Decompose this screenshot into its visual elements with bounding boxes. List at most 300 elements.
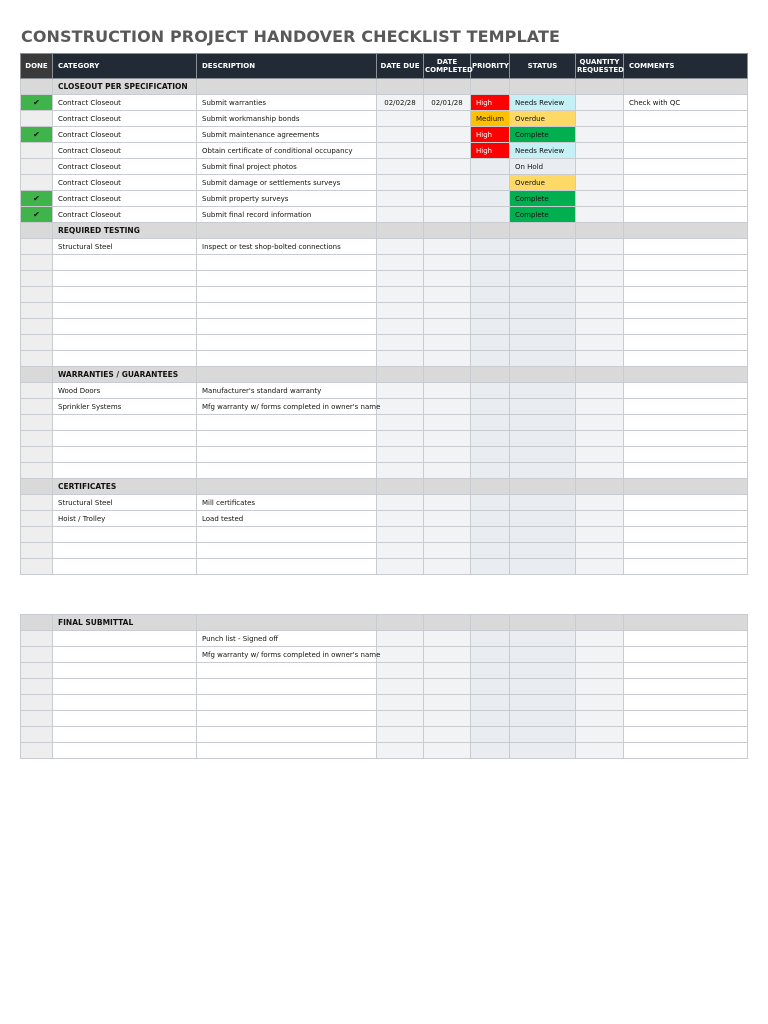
status-cell[interactable] bbox=[510, 527, 576, 543]
date-completed-cell[interactable] bbox=[424, 271, 471, 287]
priority-cell[interactable] bbox=[471, 463, 510, 479]
status-cell[interactable] bbox=[510, 303, 576, 319]
priority-cell[interactable]: Medium bbox=[471, 111, 510, 127]
quantity-requested-cell[interactable] bbox=[576, 239, 624, 255]
comments-cell[interactable] bbox=[624, 143, 748, 159]
date-due-cell[interactable] bbox=[377, 447, 424, 463]
priority-cell[interactable] bbox=[471, 631, 510, 647]
date-due-cell[interactable] bbox=[377, 495, 424, 511]
status-cell[interactable] bbox=[510, 463, 576, 479]
date-completed-cell[interactable]: 02/01/28 bbox=[424, 95, 471, 111]
done-checkbox[interactable] bbox=[21, 447, 53, 463]
date-completed-cell[interactable] bbox=[424, 431, 471, 447]
status-cell[interactable]: Overdue bbox=[510, 111, 576, 127]
date-due-cell[interactable] bbox=[377, 415, 424, 431]
category-cell[interactable] bbox=[53, 711, 197, 727]
description-cell[interactable] bbox=[197, 463, 377, 479]
status-cell[interactable]: On Hold bbox=[510, 159, 576, 175]
quantity-requested-cell[interactable] bbox=[576, 159, 624, 175]
priority-cell[interactable] bbox=[471, 559, 510, 575]
status-cell[interactable] bbox=[510, 543, 576, 559]
priority-cell[interactable] bbox=[471, 527, 510, 543]
date-completed-cell[interactable] bbox=[424, 159, 471, 175]
date-due-cell[interactable] bbox=[377, 319, 424, 335]
done-checkbox[interactable] bbox=[21, 399, 53, 415]
category-cell[interactable] bbox=[53, 351, 197, 367]
priority-cell[interactable] bbox=[471, 255, 510, 271]
status-cell[interactable] bbox=[510, 727, 576, 743]
comments-cell[interactable] bbox=[624, 127, 748, 143]
date-completed-cell[interactable] bbox=[424, 631, 471, 647]
description-cell[interactable] bbox=[197, 415, 377, 431]
date-due-cell[interactable] bbox=[377, 711, 424, 727]
date-due-cell[interactable] bbox=[377, 143, 424, 159]
description-cell[interactable]: Submit maintenance agreements bbox=[197, 127, 377, 143]
priority-cell[interactable] bbox=[471, 511, 510, 527]
quantity-requested-cell[interactable] bbox=[576, 271, 624, 287]
date-completed-cell[interactable] bbox=[424, 711, 471, 727]
status-cell[interactable]: Complete bbox=[510, 207, 576, 223]
priority-cell[interactable] bbox=[471, 415, 510, 431]
comments-cell[interactable] bbox=[624, 207, 748, 223]
description-cell[interactable]: Punch list - Signed off bbox=[197, 631, 377, 647]
date-due-cell[interactable] bbox=[377, 543, 424, 559]
comments-cell[interactable] bbox=[624, 239, 748, 255]
quantity-requested-cell[interactable] bbox=[576, 559, 624, 575]
done-checkbox[interactable] bbox=[21, 111, 53, 127]
quantity-requested-cell[interactable] bbox=[576, 743, 624, 759]
date-completed-cell[interactable] bbox=[424, 511, 471, 527]
description-cell[interactable] bbox=[197, 255, 377, 271]
category-cell[interactable]: Contract Closeout bbox=[53, 159, 197, 175]
comments-cell[interactable] bbox=[624, 431, 748, 447]
status-cell[interactable] bbox=[510, 287, 576, 303]
quantity-requested-cell[interactable] bbox=[576, 543, 624, 559]
category-cell[interactable]: Contract Closeout bbox=[53, 143, 197, 159]
priority-cell[interactable] bbox=[471, 175, 510, 191]
done-checkbox[interactable] bbox=[21, 711, 53, 727]
status-cell[interactable]: Complete bbox=[510, 191, 576, 207]
done-checkbox[interactable] bbox=[21, 271, 53, 287]
description-cell[interactable]: Mfg warranty w/ forms completed in owner's name bbox=[197, 399, 377, 415]
category-cell[interactable] bbox=[53, 319, 197, 335]
description-cell[interactable] bbox=[197, 663, 377, 679]
category-cell[interactable] bbox=[53, 415, 197, 431]
priority-cell[interactable] bbox=[471, 711, 510, 727]
priority-cell[interactable] bbox=[471, 271, 510, 287]
comments-cell[interactable] bbox=[624, 463, 748, 479]
category-cell[interactable] bbox=[53, 463, 197, 479]
date-due-cell[interactable]: 02/02/28 bbox=[377, 95, 424, 111]
description-cell[interactable] bbox=[197, 743, 377, 759]
date-due-cell[interactable] bbox=[377, 695, 424, 711]
date-due-cell[interactable] bbox=[377, 559, 424, 575]
done-checkbox[interactable] bbox=[21, 559, 53, 575]
date-completed-cell[interactable] bbox=[424, 127, 471, 143]
category-cell[interactable] bbox=[53, 303, 197, 319]
quantity-requested-cell[interactable] bbox=[576, 207, 624, 223]
date-due-cell[interactable] bbox=[377, 303, 424, 319]
priority-cell[interactable] bbox=[471, 447, 510, 463]
date-completed-cell[interactable] bbox=[424, 287, 471, 303]
date-due-cell[interactable] bbox=[377, 127, 424, 143]
category-cell[interactable]: Contract Closeout bbox=[53, 111, 197, 127]
date-completed-cell[interactable] bbox=[424, 695, 471, 711]
status-cell[interactable] bbox=[510, 271, 576, 287]
done-checkbox[interactable] bbox=[21, 543, 53, 559]
quantity-requested-cell[interactable] bbox=[576, 143, 624, 159]
priority-cell[interactable] bbox=[471, 239, 510, 255]
date-completed-cell[interactable] bbox=[424, 175, 471, 191]
status-cell[interactable] bbox=[510, 319, 576, 335]
description-cell[interactable]: Submit final record information bbox=[197, 207, 377, 223]
comments-cell[interactable] bbox=[624, 727, 748, 743]
quantity-requested-cell[interactable] bbox=[576, 447, 624, 463]
date-completed-cell[interactable] bbox=[424, 255, 471, 271]
status-cell[interactable]: Needs Review bbox=[510, 95, 576, 111]
comments-cell[interactable] bbox=[624, 271, 748, 287]
comments-cell[interactable] bbox=[624, 335, 748, 351]
description-cell[interactable]: Mfg warranty w/ forms completed in owner's name bbox=[197, 647, 377, 663]
done-checkbox[interactable] bbox=[21, 495, 53, 511]
description-cell[interactable] bbox=[197, 727, 377, 743]
quantity-requested-cell[interactable] bbox=[576, 255, 624, 271]
status-cell[interactable]: Complete bbox=[510, 127, 576, 143]
priority-cell[interactable] bbox=[471, 543, 510, 559]
priority-cell[interactable] bbox=[471, 207, 510, 223]
quantity-requested-cell[interactable] bbox=[576, 647, 624, 663]
done-checkbox[interactable] bbox=[21, 647, 53, 663]
status-cell[interactable] bbox=[510, 663, 576, 679]
done-checkbox[interactable] bbox=[21, 431, 53, 447]
quantity-requested-cell[interactable] bbox=[576, 631, 624, 647]
date-completed-cell[interactable] bbox=[424, 647, 471, 663]
category-cell[interactable] bbox=[53, 695, 197, 711]
comments-cell[interactable] bbox=[624, 255, 748, 271]
date-completed-cell[interactable] bbox=[424, 543, 471, 559]
date-due-cell[interactable] bbox=[377, 351, 424, 367]
date-completed-cell[interactable] bbox=[424, 415, 471, 431]
date-due-cell[interactable] bbox=[377, 631, 424, 647]
comments-cell[interactable] bbox=[624, 743, 748, 759]
comments-cell[interactable] bbox=[624, 319, 748, 335]
priority-cell[interactable] bbox=[471, 383, 510, 399]
date-completed-cell[interactable] bbox=[424, 399, 471, 415]
date-completed-cell[interactable] bbox=[424, 559, 471, 575]
date-completed-cell[interactable] bbox=[424, 191, 471, 207]
comments-cell[interactable] bbox=[624, 287, 748, 303]
date-due-cell[interactable] bbox=[377, 207, 424, 223]
category-cell[interactable] bbox=[53, 527, 197, 543]
quantity-requested-cell[interactable] bbox=[576, 663, 624, 679]
done-checkbox[interactable] bbox=[21, 415, 53, 431]
category-cell[interactable] bbox=[53, 335, 197, 351]
category-cell[interactable] bbox=[53, 287, 197, 303]
category-cell[interactable] bbox=[53, 631, 197, 647]
done-checkbox[interactable] bbox=[21, 351, 53, 367]
description-cell[interactable]: Submit property surveys bbox=[197, 191, 377, 207]
comments-cell[interactable] bbox=[624, 695, 748, 711]
date-due-cell[interactable] bbox=[377, 287, 424, 303]
quantity-requested-cell[interactable] bbox=[576, 527, 624, 543]
status-cell[interactable]: Overdue bbox=[510, 175, 576, 191]
date-completed-cell[interactable] bbox=[424, 319, 471, 335]
description-cell[interactable] bbox=[197, 711, 377, 727]
category-cell[interactable]: Contract Closeout bbox=[53, 95, 197, 111]
quantity-requested-cell[interactable] bbox=[576, 511, 624, 527]
category-cell[interactable]: Structural Steel bbox=[53, 495, 197, 511]
date-due-cell[interactable] bbox=[377, 463, 424, 479]
category-cell[interactable] bbox=[53, 647, 197, 663]
date-due-cell[interactable] bbox=[377, 399, 424, 415]
comments-cell[interactable] bbox=[624, 711, 748, 727]
quantity-requested-cell[interactable] bbox=[576, 383, 624, 399]
description-cell[interactable] bbox=[197, 431, 377, 447]
category-cell[interactable] bbox=[53, 271, 197, 287]
date-completed-cell[interactable] bbox=[424, 527, 471, 543]
date-completed-cell[interactable] bbox=[424, 679, 471, 695]
date-due-cell[interactable] bbox=[377, 239, 424, 255]
description-cell[interactable]: Inspect or test shop-bolted connections bbox=[197, 239, 377, 255]
comments-cell[interactable] bbox=[624, 303, 748, 319]
category-cell[interactable]: Contract Closeout bbox=[53, 127, 197, 143]
done-checkbox[interactable]: ✔ bbox=[21, 207, 53, 223]
date-due-cell[interactable] bbox=[377, 511, 424, 527]
description-cell[interactable] bbox=[197, 351, 377, 367]
status-cell[interactable] bbox=[510, 383, 576, 399]
comments-cell[interactable] bbox=[624, 447, 748, 463]
date-due-cell[interactable] bbox=[377, 271, 424, 287]
status-cell[interactable] bbox=[510, 447, 576, 463]
comments-cell[interactable] bbox=[624, 543, 748, 559]
done-checkbox[interactable] bbox=[21, 239, 53, 255]
comments-cell[interactable] bbox=[624, 631, 748, 647]
comments-cell[interactable] bbox=[624, 159, 748, 175]
comments-cell[interactable] bbox=[624, 511, 748, 527]
done-checkbox[interactable] bbox=[21, 663, 53, 679]
category-cell[interactable] bbox=[53, 559, 197, 575]
status-cell[interactable] bbox=[510, 255, 576, 271]
priority-cell[interactable] bbox=[471, 303, 510, 319]
category-cell[interactable]: Contract Closeout bbox=[53, 191, 197, 207]
status-cell[interactable] bbox=[510, 679, 576, 695]
comments-cell[interactable] bbox=[624, 559, 748, 575]
quantity-requested-cell[interactable] bbox=[576, 95, 624, 111]
date-due-cell[interactable] bbox=[377, 431, 424, 447]
priority-cell[interactable] bbox=[471, 335, 510, 351]
priority-cell[interactable] bbox=[471, 319, 510, 335]
date-completed-cell[interactable] bbox=[424, 239, 471, 255]
date-completed-cell[interactable] bbox=[424, 111, 471, 127]
comments-cell[interactable] bbox=[624, 191, 748, 207]
status-cell[interactable] bbox=[510, 647, 576, 663]
priority-cell[interactable] bbox=[471, 679, 510, 695]
date-due-cell[interactable] bbox=[377, 335, 424, 351]
description-cell[interactable]: Submit damage or settlements surveys bbox=[197, 175, 377, 191]
description-cell[interactable] bbox=[197, 303, 377, 319]
quantity-requested-cell[interactable] bbox=[576, 415, 624, 431]
description-cell[interactable]: Load tested bbox=[197, 511, 377, 527]
date-due-cell[interactable] bbox=[377, 527, 424, 543]
status-cell[interactable]: Needs Review bbox=[510, 143, 576, 159]
status-cell[interactable] bbox=[510, 559, 576, 575]
comments-cell[interactable] bbox=[624, 495, 748, 511]
quantity-requested-cell[interactable] bbox=[576, 287, 624, 303]
quantity-requested-cell[interactable] bbox=[576, 175, 624, 191]
category-cell[interactable] bbox=[53, 543, 197, 559]
priority-cell[interactable] bbox=[471, 727, 510, 743]
done-checkbox[interactable] bbox=[21, 287, 53, 303]
quantity-requested-cell[interactable] bbox=[576, 191, 624, 207]
date-completed-cell[interactable] bbox=[424, 207, 471, 223]
status-cell[interactable] bbox=[510, 743, 576, 759]
status-cell[interactable] bbox=[510, 495, 576, 511]
quantity-requested-cell[interactable] bbox=[576, 727, 624, 743]
date-due-cell[interactable] bbox=[377, 727, 424, 743]
done-checkbox[interactable] bbox=[21, 679, 53, 695]
done-checkbox[interactable] bbox=[21, 727, 53, 743]
status-cell[interactable] bbox=[510, 631, 576, 647]
priority-cell[interactable] bbox=[471, 495, 510, 511]
date-due-cell[interactable] bbox=[377, 647, 424, 663]
quantity-requested-cell[interactable] bbox=[576, 695, 624, 711]
category-cell[interactable]: Contract Closeout bbox=[53, 207, 197, 223]
category-cell[interactable]: Hoist / Trolley bbox=[53, 511, 197, 527]
date-completed-cell[interactable] bbox=[424, 351, 471, 367]
date-completed-cell[interactable] bbox=[424, 463, 471, 479]
done-checkbox[interactable] bbox=[21, 175, 53, 191]
category-cell[interactable] bbox=[53, 447, 197, 463]
category-cell[interactable] bbox=[53, 663, 197, 679]
quantity-requested-cell[interactable] bbox=[576, 431, 624, 447]
description-cell[interactable] bbox=[197, 695, 377, 711]
status-cell[interactable] bbox=[510, 239, 576, 255]
priority-cell[interactable] bbox=[471, 431, 510, 447]
date-due-cell[interactable] bbox=[377, 191, 424, 207]
status-cell[interactable] bbox=[510, 711, 576, 727]
date-due-cell[interactable] bbox=[377, 743, 424, 759]
date-due-cell[interactable] bbox=[377, 255, 424, 271]
description-cell[interactable]: Submit final project photos bbox=[197, 159, 377, 175]
quantity-requested-cell[interactable] bbox=[576, 335, 624, 351]
done-checkbox[interactable] bbox=[21, 303, 53, 319]
description-cell[interactable] bbox=[197, 543, 377, 559]
date-completed-cell[interactable] bbox=[424, 143, 471, 159]
status-cell[interactable] bbox=[510, 351, 576, 367]
comments-cell[interactable]: Check with QC bbox=[624, 95, 748, 111]
priority-cell[interactable]: High bbox=[471, 127, 510, 143]
description-cell[interactable]: Submit warranties bbox=[197, 95, 377, 111]
category-cell[interactable] bbox=[53, 431, 197, 447]
comments-cell[interactable] bbox=[624, 663, 748, 679]
done-checkbox[interactable] bbox=[21, 319, 53, 335]
description-cell[interactable]: Manufacturer's standard warranty bbox=[197, 383, 377, 399]
comments-cell[interactable] bbox=[624, 175, 748, 191]
priority-cell[interactable] bbox=[471, 695, 510, 711]
priority-cell[interactable] bbox=[471, 191, 510, 207]
quantity-requested-cell[interactable] bbox=[576, 127, 624, 143]
comments-cell[interactable] bbox=[624, 679, 748, 695]
date-due-cell[interactable] bbox=[377, 383, 424, 399]
done-checkbox[interactable] bbox=[21, 143, 53, 159]
done-checkbox[interactable] bbox=[21, 695, 53, 711]
status-cell[interactable] bbox=[510, 511, 576, 527]
comments-cell[interactable] bbox=[624, 527, 748, 543]
description-cell[interactable] bbox=[197, 527, 377, 543]
quantity-requested-cell[interactable] bbox=[576, 319, 624, 335]
done-checkbox[interactable] bbox=[21, 335, 53, 351]
done-checkbox[interactable] bbox=[21, 631, 53, 647]
priority-cell[interactable] bbox=[471, 399, 510, 415]
status-cell[interactable] bbox=[510, 431, 576, 447]
priority-cell[interactable]: High bbox=[471, 95, 510, 111]
done-checkbox[interactable] bbox=[21, 527, 53, 543]
date-completed-cell[interactable] bbox=[424, 447, 471, 463]
quantity-requested-cell[interactable] bbox=[576, 679, 624, 695]
quantity-requested-cell[interactable] bbox=[576, 711, 624, 727]
date-completed-cell[interactable] bbox=[424, 495, 471, 511]
comments-cell[interactable] bbox=[624, 399, 748, 415]
status-cell[interactable] bbox=[510, 335, 576, 351]
quantity-requested-cell[interactable] bbox=[576, 399, 624, 415]
category-cell[interactable]: Contract Closeout bbox=[53, 175, 197, 191]
date-due-cell[interactable] bbox=[377, 111, 424, 127]
date-due-cell[interactable] bbox=[377, 175, 424, 191]
date-completed-cell[interactable] bbox=[424, 663, 471, 679]
category-cell[interactable] bbox=[53, 727, 197, 743]
done-checkbox[interactable] bbox=[21, 463, 53, 479]
comments-cell[interactable] bbox=[624, 647, 748, 663]
done-checkbox[interactable] bbox=[21, 743, 53, 759]
done-checkbox[interactable] bbox=[21, 511, 53, 527]
description-cell[interactable] bbox=[197, 559, 377, 575]
quantity-requested-cell[interactable] bbox=[576, 303, 624, 319]
date-completed-cell[interactable] bbox=[424, 335, 471, 351]
date-completed-cell[interactable] bbox=[424, 727, 471, 743]
category-cell[interactable]: Wood Doors bbox=[53, 383, 197, 399]
done-checkbox[interactable] bbox=[21, 255, 53, 271]
category-cell[interactable] bbox=[53, 255, 197, 271]
description-cell[interactable]: Obtain certificate of conditional occupancy bbox=[197, 143, 377, 159]
done-checkbox[interactable]: ✔ bbox=[21, 191, 53, 207]
status-cell[interactable] bbox=[510, 399, 576, 415]
date-completed-cell[interactable] bbox=[424, 303, 471, 319]
description-cell[interactable] bbox=[197, 447, 377, 463]
priority-cell[interactable] bbox=[471, 743, 510, 759]
priority-cell[interactable] bbox=[471, 663, 510, 679]
status-cell[interactable] bbox=[510, 415, 576, 431]
description-cell[interactable] bbox=[197, 271, 377, 287]
date-completed-cell[interactable] bbox=[424, 743, 471, 759]
comments-cell[interactable] bbox=[624, 111, 748, 127]
description-cell[interactable] bbox=[197, 335, 377, 351]
date-due-cell[interactable] bbox=[377, 663, 424, 679]
comments-cell[interactable] bbox=[624, 415, 748, 431]
quantity-requested-cell[interactable] bbox=[576, 463, 624, 479]
category-cell[interactable] bbox=[53, 679, 197, 695]
comments-cell[interactable] bbox=[624, 383, 748, 399]
date-due-cell[interactable] bbox=[377, 679, 424, 695]
done-checkbox[interactable] bbox=[21, 383, 53, 399]
description-cell[interactable]: Mill certificates bbox=[197, 495, 377, 511]
done-checkbox[interactable] bbox=[21, 159, 53, 175]
priority-cell[interactable]: High bbox=[471, 143, 510, 159]
quantity-requested-cell[interactable] bbox=[576, 351, 624, 367]
date-due-cell[interactable] bbox=[377, 159, 424, 175]
quantity-requested-cell[interactable] bbox=[576, 111, 624, 127]
priority-cell[interactable] bbox=[471, 647, 510, 663]
status-cell[interactable] bbox=[510, 695, 576, 711]
